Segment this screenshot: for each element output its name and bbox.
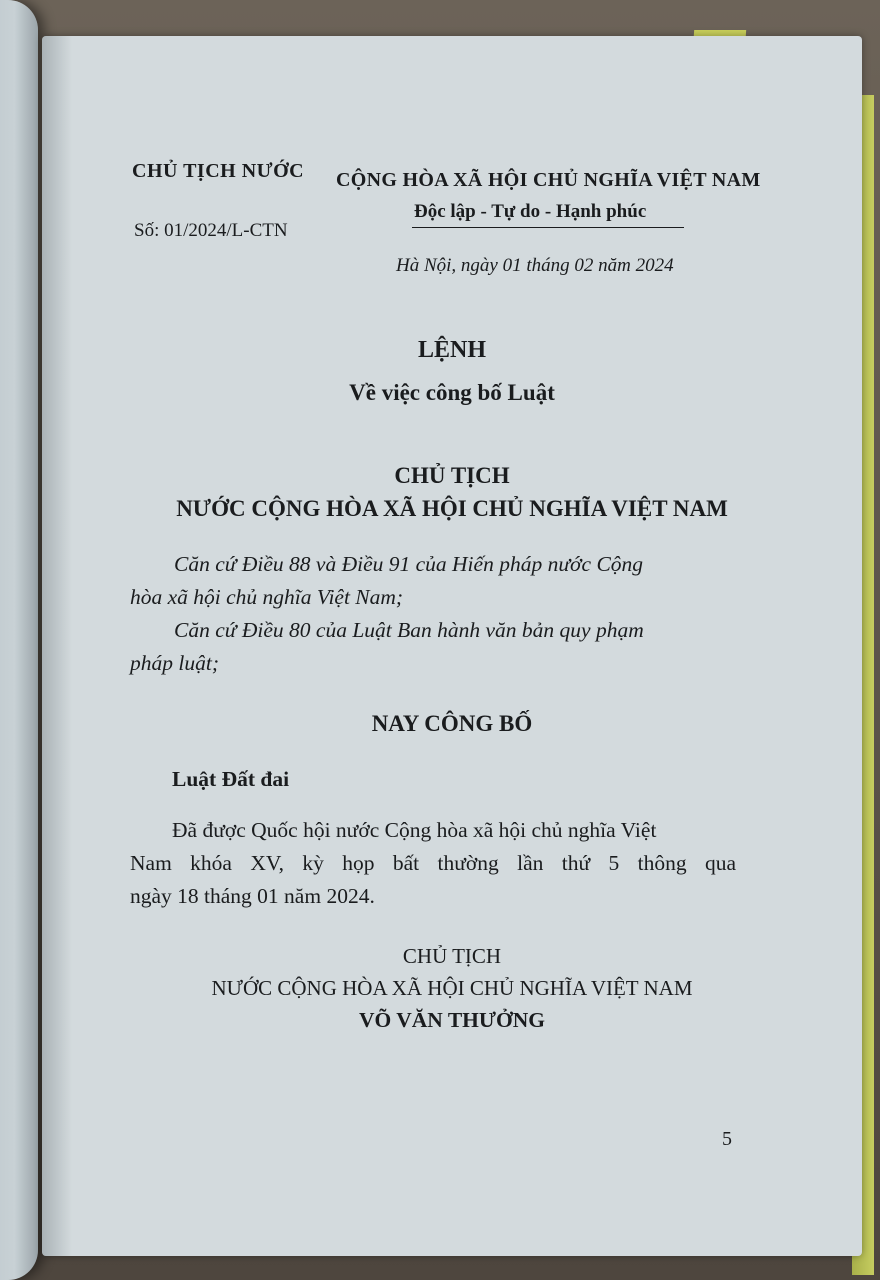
document-number: Số: 01/2024/L-CTN: [134, 220, 288, 241]
legal-basis-2: [130, 614, 748, 680]
national-motto: Độc lập - Tự do - Hạnh phúc: [414, 201, 647, 222]
country-heading: CỘNG HÒA XÃ HỘI CHỦ NGHĨA VIỆT NAM: [336, 169, 761, 191]
document-subtitle: Về việc công bố Luật: [349, 380, 555, 405]
legal-basis-1-line2: hòa xã hội chủ nghĩa Việt Nam;: [130, 585, 404, 609]
law-name: Luật Đất đai: [172, 767, 290, 791]
place-and-date: Hà Nội, ngày 01 tháng 02 năm 2024: [396, 255, 674, 276]
document-title: LỆNH: [417, 337, 486, 363]
legal-basis-2-line2: pháp luật;: [130, 651, 219, 675]
legal-basis-1: [130, 548, 748, 614]
proclaim-heading: NAY CÔNG BỐ: [371, 711, 533, 736]
document-page: [42, 36, 862, 1256]
authority-title: CHỦ TỊCH: [394, 463, 510, 488]
page-number: 5: [722, 1128, 732, 1150]
passage-paragraph: [130, 814, 736, 913]
page-gutter-shadow: [42, 36, 72, 1256]
signature-title: CHỦ TỊCH: [402, 944, 502, 968]
passage-line1: Đã được Quốc hội nước Cộng hòa xã hội chủ nghĩa Việt: [172, 818, 657, 842]
legal-basis-2-line1: Căn cứ Điều 80 của Luật Ban hành văn bản quy phạm: [174, 618, 644, 642]
adjacent-left-page: [0, 0, 38, 1280]
issuer-label: CHỦ TỊCH NƯỚC: [132, 160, 305, 182]
motto-underline: [412, 227, 684, 228]
passage-line2: Nam khóa XV, kỳ họp bất thường lần thứ 5 thông qua: [130, 851, 736, 875]
signatory-name: VÕ VĂN THƯỞNG: [359, 1008, 545, 1032]
passage-line3: ngày 18 tháng 01 năm 2024.: [130, 884, 375, 908]
signature-full-title: NƯỚC CỘNG HÒA XÃ HỘI CHỦ NGHĨA VIỆT NAM: [211, 976, 693, 1000]
legal-basis-1-line1: Căn cứ Điều 88 và Điều 91 của Hiến pháp nước Cộng: [174, 552, 644, 576]
authority-full-title: NƯỚC CỘNG HÒA XÃ HỘI CHỦ NGHĨA VIỆT NAM: [176, 496, 728, 521]
